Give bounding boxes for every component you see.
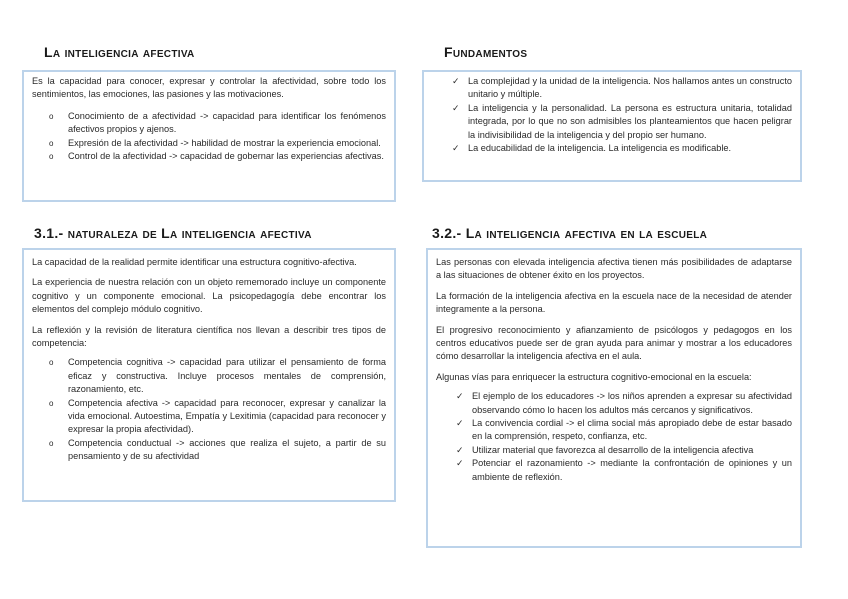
- checkmark-icon: ✓: [456, 458, 464, 469]
- section-title-inteligencia-afectiva: La inteligencia afectiva: [44, 44, 195, 60]
- definition-text: Es la capacidad para conocer, expresar y controlar la afectividad, sobre todo los sentimientos, las emociones, las pasiones y las motivaciones.: [32, 76, 386, 100]
- list-item: [32, 437, 386, 464]
- circle-bullet-icon: o: [49, 398, 54, 408]
- definition-list: [32, 110, 386, 164]
- list-item-text: Potenciar el razonamiento -> mediante la confrontación de opiniones y un ambiente de reflexión.: [472, 458, 792, 482]
- circle-bullet-icon: o: [49, 358, 54, 368]
- escuela-box: [426, 248, 802, 548]
- checkmark-icon: ✓: [456, 391, 464, 402]
- list-item-text: La convivencia cordial -> el clima social más apropiado debe de estar basado en la comprensión, respeto, confianza, etc.: [472, 418, 792, 442]
- list-item: [32, 356, 386, 396]
- list-item: [436, 444, 792, 457]
- checkmark-icon: ✓: [456, 418, 464, 429]
- list-item: [32, 137, 386, 150]
- fundamentos-box: [422, 70, 802, 182]
- list-item-text: La educabilidad de la inteligencia. La inteligencia es modificable.: [468, 143, 732, 154]
- circle-bullet-icon: o: [49, 111, 54, 121]
- section-title-fundamentos: Fundamentos: [444, 44, 528, 60]
- checkmark-icon: ✓: [452, 143, 460, 154]
- list-item-text: El ejemplo de los educadores -> los niños aprenden a expresar su afectividad observando cómo lo hacen los adultos más cercanos y significativos.: [472, 391, 792, 415]
- circle-bullet-icon: o: [49, 138, 54, 148]
- list-item-text: Control de la afectividad -> capacidad de gobernar las experiencias afectivas.: [68, 151, 384, 162]
- checkmark-icon: ✓: [452, 76, 460, 86]
- list-item: [436, 457, 792, 484]
- list-item: [32, 150, 386, 163]
- circle-bullet-icon: o: [49, 152, 54, 162]
- list-item-text: Expresión de la afectividad -> habilidad de mostrar la experiencia emocional.: [68, 137, 381, 148]
- paragraph: La reflexión y la revisión de literatura científica nos llevan a describir tres tipos de competencia:: [32, 324, 386, 349]
- paragraph: Las personas con elevada inteligencia afectiva tienen más posibilidades de adaptarse a las situaciones de obtener éxito en los proyectos.: [436, 257, 792, 281]
- list-item-text: Competencia conductual -> acciones que realiza el sujeto, a partir de su pensamiento y de su afectividad: [68, 437, 386, 462]
- list-item: [436, 417, 792, 444]
- list-item: [436, 390, 792, 417]
- list-item: [32, 397, 386, 437]
- competencias-list: [32, 356, 386, 463]
- circle-bullet-icon: o: [49, 438, 54, 448]
- list-item: [32, 110, 386, 137]
- list-item-text: Competencia afectiva -> capacidad para reconocer, expresar y canalizar la vida emocional. Autoestima, Empatía y Lexitimia (capacidad para reconocer y expresar la propia afectividad).: [68, 397, 386, 435]
- list-item-text: Competencia cognitiva -> capacidad para utilizar el pensamiento de forma eficaz y constructiva. Incluye procesos mentales de comprensión, razonamiento, etc.: [68, 357, 386, 395]
- list-item-text: La complejidad y la unidad de la inteligencia. Nos hallamos antes un constructo unitario y múltiple.: [468, 76, 792, 100]
- section-title-naturaleza: 3.1.- naturaleza de La inteligencia afectiva: [34, 225, 312, 241]
- fundamentos-list: [432, 75, 792, 155]
- naturaleza-box: [22, 248, 396, 502]
- section-title-escuela: 3.2.- La inteligencia afectiva en la escuela: [432, 225, 708, 241]
- paragraph: El progresivo reconocimiento y afianzamiento de psicólogos y pedagogos en los centros educativos puede ser de gran ayuda para animar y mostrar a los educadores cómo desarrollar la inteligencia afectiva en el aula.: [436, 324, 792, 362]
- list-item-text: Conocimiento de a afectividad -> capacidad para identificar los fenómenos afectivos propios y ajenos.: [68, 110, 386, 135]
- list-item-text: La inteligencia y la personalidad. La persona es estructura unitaria, totalidad integrada, por lo que no son admisibles los planteamientos que hacen peligrar la indivisibilidad de la inteligencia y del propio ser humano.: [468, 102, 792, 140]
- list-item: [432, 102, 792, 142]
- paragraph: La capacidad de la realidad permite identificar una estructura cognitivo-afectiva.: [32, 257, 357, 267]
- paragraph: Algunas vías para enriquecer la estructura cognitivo-emocional en la escuela:: [436, 371, 752, 382]
- checkmark-icon: ✓: [456, 444, 464, 455]
- list-item-text: Utilizar material que favorezca al desarrollo de la inteligencia afectiva: [472, 444, 754, 455]
- list-item: [432, 142, 792, 155]
- vias-list: [436, 390, 792, 484]
- checkmark-icon: ✓: [452, 102, 460, 113]
- paragraph: La formación de la inteligencia afectiva en la escuela nace de la necesidad de atender integramente a la persona.: [436, 290, 792, 315]
- list-item: [432, 75, 792, 102]
- paragraph: La experiencia de nuestra relación con un objeto rememorado incluye un componente cognitivo y un componente emocional. La psicopedagogía debe encontrar los elementos del complejo módulo cognitivo.: [32, 277, 386, 315]
- definition-box: [22, 70, 396, 202]
